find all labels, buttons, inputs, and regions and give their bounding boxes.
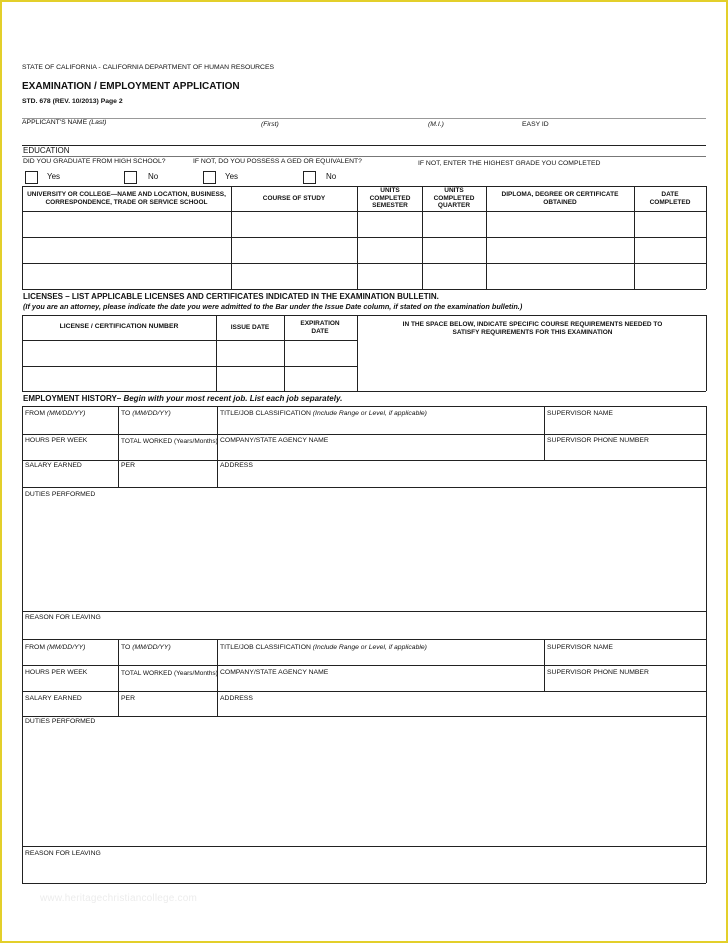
- emp1-duties-field[interactable]: [24, 500, 704, 608]
- emp2-v-1: [118, 639, 119, 716]
- emp1-right: [706, 406, 707, 639]
- high-school-question: DID YOU GRADUATE FROM HIGH SCHOOL?: [23, 158, 166, 165]
- edu-col-diploma: DIPLOMA, DEGREE OR CERTIFICATE OBTAINED: [501, 190, 619, 206]
- first-name-label: (First): [261, 121, 279, 128]
- emp1-per-label: PER: [121, 462, 135, 469]
- ged-no-label: No: [326, 172, 337, 181]
- emp2-line-4: [22, 846, 706, 847]
- emp1-v-3: [544, 406, 545, 460]
- emp1-line-1: [22, 434, 706, 435]
- emp2-reason-label: REASON FOR LEAVING: [25, 850, 101, 857]
- edu-col-semester: UNITS COMPLETED SEMESTER: [369, 186, 411, 210]
- emp2-hours-label: HOURS PER WEEK: [25, 669, 88, 676]
- licenses-subheading: (If you are an attorney, please indicate the date you were admitted to the Bar under the Issue Date column, if stated on the examination bulletin.): [23, 302, 523, 311]
- emp1-v-1: [118, 406, 119, 460]
- emp1-bottom: [22, 639, 706, 640]
- emp1-from-label: FROM (MM/DD/YY): [25, 410, 86, 417]
- agency-line: STATE OF CALIFORNIA - CALIFORNIA DEPARTMENT OF HUMAN RESOURCES: [22, 64, 275, 71]
- applicant-top-rule: [22, 118, 706, 119]
- course-requirements-label: IN THE SPACE BELOW, INDICATE SPECIFIC COURSE REQUIREMENTS NEEDED TO SATISFY REQUIREMENTS FOR THIS EXAMINATION: [402, 321, 663, 336]
- emp1-address-label: ADDRESS: [220, 462, 253, 469]
- lic-col-issue: ISSUE DATE: [230, 323, 270, 331]
- emp2-from-label: FROM (MM/DD/YY): [25, 644, 86, 651]
- highest-grade-question: IF NOT, ENTER THE HIGHEST GRADE YOU COMPLETED: [418, 160, 601, 167]
- emp1-supervisor-label: SUPERVISOR NAME: [547, 410, 613, 417]
- edu-row-1[interactable]: [23, 212, 705, 237]
- emp1-line-4: [22, 611, 706, 612]
- edu-col-course: COURSE OF STUDY: [262, 194, 326, 202]
- lic-table-bottom: [22, 391, 706, 392]
- emp1-supervisor-phone-label: SUPERVISOR PHONE NUMBER: [547, 437, 649, 444]
- emp1-line-3: [22, 487, 706, 488]
- edu-row-line-3: [22, 289, 706, 290]
- emp2-company-label: COMPANY/STATE AGENCY NAME: [220, 669, 329, 676]
- edu-row-2[interactable]: [23, 238, 705, 263]
- ged-question: IF NOT, DO YOU POSSESS A GED OR EQUIVALENT?: [193, 158, 362, 165]
- emp1-v-4: [118, 460, 119, 487]
- edu-col-quarter: UNITS COMPLETED QUARTER: [433, 186, 475, 210]
- easy-id-label: EASY ID: [522, 121, 549, 128]
- emp2-salary-label: SALARY EARNED: [25, 695, 82, 702]
- hs-no-label: No: [148, 172, 159, 181]
- hs-yes-checkbox[interactable]: [25, 171, 38, 184]
- lic-row-1[interactable]: [23, 341, 356, 366]
- edu-col-school: UNIVERSITY OR COLLEGE—NAME AND LOCATION, BUSINESS, CORRESPONDENCE, TRADE OR SERVICE SCHOOL: [27, 190, 226, 206]
- emp2-left: [22, 639, 23, 883]
- lic-col-number: LICENSE / CERTIFICATION NUMBER: [59, 323, 179, 331]
- education-top-rule: [22, 145, 706, 146]
- form-number: STD. 678 (REV. 10/2013) Page 2: [22, 98, 123, 105]
- hs-yes-label: Yes: [47, 172, 61, 181]
- emp2-total-worked-label: TOTAL WORKED (Years/Months): [121, 670, 218, 677]
- emp1-reason-label: REASON FOR LEAVING: [25, 614, 101, 621]
- emp2-title-label: TITLE/JOB CLASSIFICATION (Include Range or Level, if applicable): [220, 644, 427, 651]
- education-heading-rule: [22, 156, 706, 157]
- emp1-title-label: TITLE/JOB CLASSIFICATION (Include Range or Level, if applicable): [220, 410, 427, 417]
- emp2-supervisor-phone-label: SUPERVISOR PHONE NUMBER: [547, 669, 649, 676]
- emp2-supervisor-label: SUPERVISOR NAME: [547, 644, 613, 651]
- edu-col-line-6: [706, 186, 707, 289]
- emp2-v-3: [544, 639, 545, 691]
- edu-col-date: DATE COMPLETED: [649, 190, 691, 206]
- hs-no-checkbox[interactable]: [124, 171, 137, 184]
- applicant-name-field[interactable]: [22, 130, 706, 144]
- emp2-right: [706, 639, 707, 883]
- emp1-company-label: COMPANY/STATE AGENCY NAME: [220, 437, 329, 444]
- emp2-line-3: [22, 716, 706, 717]
- education-heading: EDUCATION: [23, 146, 70, 155]
- emp1-duties-label: DUTIES PERFORMED: [25, 491, 96, 498]
- lic-row-2[interactable]: [23, 367, 356, 391]
- emp2-duties-field[interactable]: [24, 728, 704, 843]
- emp2-v-2: [217, 639, 218, 716]
- licenses-heading: LICENSES – LIST APPLICABLE LICENSES AND CERTIFICATES INDICATED IN THE EXAMINATION BULLETIN.: [23, 292, 439, 301]
- ged-yes-checkbox[interactable]: [203, 171, 216, 184]
- emp1-total-worked-label: TOTAL WORKED (Years/Months): [121, 438, 218, 445]
- emp1-salary-label: SALARY EARNED: [25, 462, 82, 469]
- edu-row-3[interactable]: [23, 264, 705, 289]
- emp2-line-2: [22, 691, 706, 692]
- course-requirements-field[interactable]: [358, 342, 705, 390]
- emp1-line-2: [22, 460, 706, 461]
- ged-no-checkbox[interactable]: [303, 171, 316, 184]
- form-title: EXAMINATION / EMPLOYMENT APPLICATION: [22, 81, 240, 92]
- emp1-left: [22, 406, 23, 639]
- applicant-name-label: APPLICANT'S NAME (Last): [22, 119, 107, 126]
- emp2-bottom: [22, 883, 706, 884]
- ged-yes-label: Yes: [225, 172, 239, 181]
- employment-heading: EMPLOYMENT HISTORY– Begin with your most recent job. List each job separately.: [23, 394, 343, 403]
- emp1-hours-label: HOURS PER WEEK: [25, 437, 88, 444]
- highest-grade-field[interactable]: [420, 170, 704, 184]
- emp1-to-label: TO (MM/DD/YY): [121, 410, 171, 417]
- emp2-address-label: ADDRESS: [220, 695, 253, 702]
- emp2-to-label: TO (MM/DD/YY): [121, 644, 171, 651]
- emp1-v-2: [217, 406, 218, 487]
- emp2-duties-label: DUTIES PERFORMED: [25, 718, 96, 725]
- emp1-top: [22, 406, 706, 407]
- middle-initial-label: (M.I.): [428, 121, 444, 128]
- lic-col-expiration: EXPIRATION DATE: [300, 319, 340, 335]
- emp2-per-label: PER: [121, 695, 135, 702]
- watermark-text: www.heritagechristiancollege.com: [40, 893, 198, 904]
- emp2-line-1: [22, 665, 706, 666]
- lic-col-line-4: [706, 315, 707, 391]
